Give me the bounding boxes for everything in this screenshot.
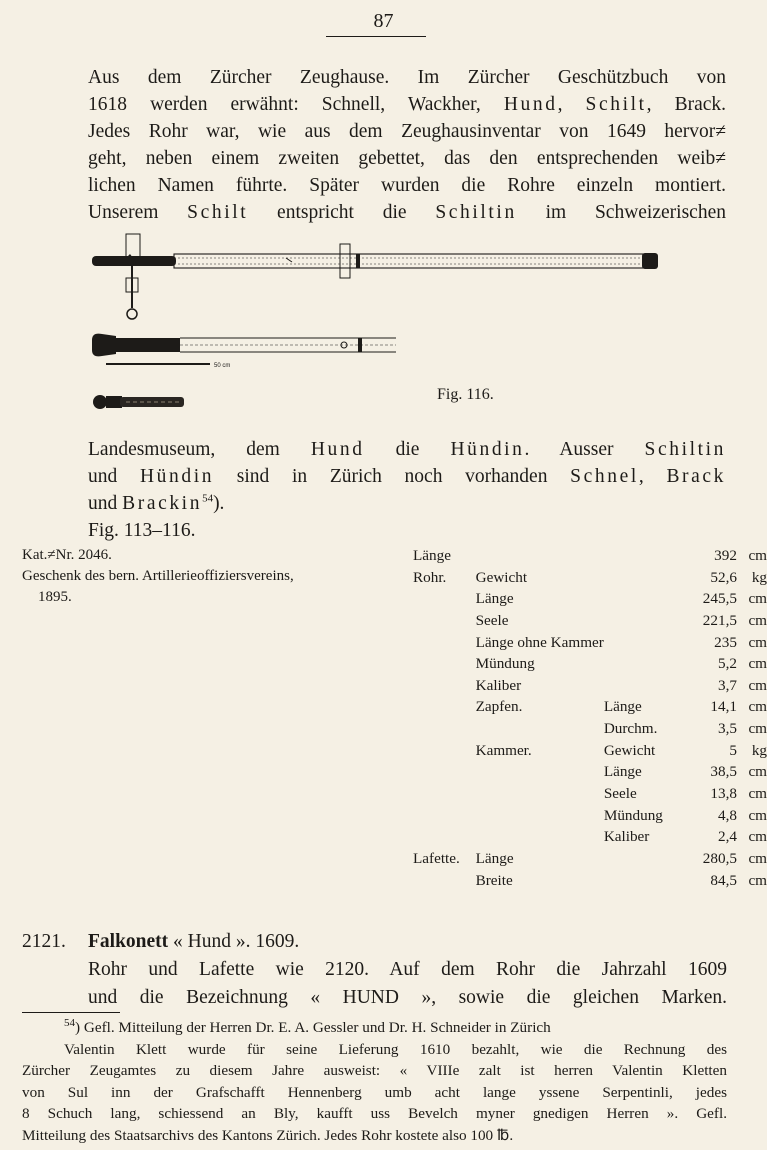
measurement-row xyxy=(413,675,767,697)
gun-name-hund: Hund xyxy=(310,439,365,460)
text-line: 1618 werden erwähnt: Schnell, Wackher, Hund, Schilt, Brack. xyxy=(88,94,726,115)
measurement-cell xyxy=(476,805,604,827)
measurement-cell xyxy=(413,588,476,610)
measurement-cell: Gewicht xyxy=(603,741,656,759)
measurement-cell xyxy=(604,588,675,610)
measurement-cell xyxy=(413,783,476,805)
gun-name-schilt: Schilt xyxy=(585,94,647,115)
gun-name-huendin: Hündin xyxy=(139,466,215,487)
measurement-cell xyxy=(413,805,476,827)
measurement-cell xyxy=(413,826,476,848)
footnote-line: 8 Schuch lang, schiessend an Bly, kaufft uss Bevelch myner gnedigen Herren ». Gefl. xyxy=(22,1105,727,1122)
scale-bar-label: 50 cm xyxy=(214,363,231,369)
text-line: und Brackin$^{54}$). xyxy=(88,492,225,514)
measurement-cell: Breite xyxy=(475,871,513,889)
measurement-cell xyxy=(476,545,604,567)
measurement-cell: 221,5 xyxy=(702,611,737,629)
donor-year: 1895. xyxy=(38,589,72,605)
cannon-barrel-view xyxy=(93,395,184,409)
measurement-cell xyxy=(604,545,675,567)
measurement-cell: 392 xyxy=(714,547,737,564)
gun-name-schnel: Schnel xyxy=(570,466,639,487)
text-line: Rohr und Lafette wie 2120. Auf dem Rohr die Jahrzahl 1609 xyxy=(88,959,727,980)
measurement-cell: Länge xyxy=(475,590,514,608)
measurement-cell: Länge ohne Kammer xyxy=(475,633,604,651)
gun-name-schiltin: Schiltin xyxy=(644,439,726,460)
figure-reference: Fig. 113–116. xyxy=(88,520,196,541)
measurement-cell xyxy=(476,761,604,783)
measurement-cell: Durchm. xyxy=(603,720,658,738)
footnote-line: von Sul inn der Grafschafft Hennenberg umb acht lange yssene Serpentinli, jedes xyxy=(22,1083,727,1101)
measurement-cell: Länge xyxy=(603,698,642,716)
measurement-cell: cm xyxy=(748,698,767,716)
entry-subtitle: « Hund ». 1609. xyxy=(168,931,300,952)
measurement-cell: cm xyxy=(748,763,767,781)
measurement-cell: Kaliber xyxy=(603,828,650,846)
page-number-rule xyxy=(326,36,426,37)
measurement-cell: Mündung xyxy=(603,806,663,824)
footnote-line: Zürcher Zeugamtes zu diesem Jahre ausweist: « VIIIe zalt ist herren Valentin Kletten xyxy=(22,1062,727,1079)
figure-caption: Fig. 116. xyxy=(437,386,494,403)
measurement-row xyxy=(413,870,767,892)
measurement-row xyxy=(413,567,767,589)
catalog-info xyxy=(22,545,402,608)
measurement-cell: kg xyxy=(751,568,767,586)
measurement-row xyxy=(413,610,767,632)
measurement-cell xyxy=(604,675,675,697)
measurement-cell: Länge xyxy=(603,763,642,781)
measurement-row xyxy=(413,740,767,762)
measurement-cell: cm xyxy=(748,720,767,738)
footnote-line: $^{54}$) Gefl. Mitteilung der Herren Dr. E. A. Gessler und Dr. H. Schneider in Zürich xyxy=(64,1016,551,1036)
measurement-cell: 2,4 xyxy=(717,828,737,846)
measurement-cell: cm xyxy=(748,828,767,846)
footnote-line: Valentin Klett wurde für seine Lieferung 1610 bezahlt, wie die Rechnung des xyxy=(64,1040,727,1058)
measurement-cell: 4,8 xyxy=(717,806,737,824)
text-line: Jedes Rohr war, wie aus dem Zeughausinventar von 1649 hervor≠ xyxy=(88,121,726,142)
measurement-cell: 245,5 xyxy=(702,590,737,608)
measurement-cell: cm xyxy=(748,611,767,629)
measurement-cell xyxy=(413,718,476,740)
measurement-cell: 5 xyxy=(729,741,737,759)
measurement-cell xyxy=(604,567,675,589)
measurement-cell: cm xyxy=(748,655,767,673)
cannon-carriage-view xyxy=(92,334,396,369)
measurement-row xyxy=(413,718,767,740)
measurement-cell: cm xyxy=(748,633,767,651)
measurement-row xyxy=(413,588,767,610)
gun-name-schiltin: Schiltin xyxy=(435,202,517,223)
measurement-cell xyxy=(604,610,675,632)
measurement-cell: kg xyxy=(751,741,767,759)
page-number: 87 xyxy=(373,10,394,32)
footnote-ref: 54 xyxy=(202,492,214,505)
measurement-cell: 235 xyxy=(714,633,737,651)
entry-body xyxy=(22,956,727,1012)
measurement-cell xyxy=(413,870,476,892)
intro-paragraph xyxy=(88,64,726,226)
measurement-cell: 84,5 xyxy=(710,871,737,889)
measurement-cell: 3,7 xyxy=(717,676,737,694)
measurement-row xyxy=(413,761,767,783)
measurement-cell: 38,5 xyxy=(710,763,737,781)
measurement-cell xyxy=(413,740,476,762)
measurement-cell xyxy=(604,870,675,892)
gun-name-brackin: Brackin xyxy=(122,493,203,514)
entry-title: Falkonett xyxy=(88,931,169,952)
cannon-figure xyxy=(86,228,676,418)
measurement-cell: 3,5 xyxy=(717,720,737,738)
measurement-cell xyxy=(604,632,675,654)
measurement-cell xyxy=(604,848,675,870)
measurement-cell xyxy=(413,632,476,654)
measurement-row xyxy=(413,783,767,805)
measurement-cell: Kaliber xyxy=(475,676,522,694)
measurement-cell: cm xyxy=(748,547,767,564)
footnote-marker: 54 xyxy=(64,1016,75,1029)
measurement-cell xyxy=(413,653,476,675)
measurement-cell: Länge xyxy=(413,547,451,564)
catalog-entry-2121 xyxy=(22,928,727,1012)
measurement-cell xyxy=(476,826,604,848)
measurement-table xyxy=(413,545,767,891)
measurement-cell: 13,8 xyxy=(710,785,737,803)
measurement-row xyxy=(413,653,767,675)
measurement-cell xyxy=(604,653,675,675)
measurement-cell: Mündung xyxy=(475,655,535,673)
measurement-cell: Länge xyxy=(475,849,514,867)
measurement-cell: cm xyxy=(748,590,767,608)
measurement-cell xyxy=(476,718,604,740)
gun-name-brack: Brack xyxy=(666,466,727,487)
gun-name-hund: Hund xyxy=(503,94,558,115)
measurement-row xyxy=(413,805,767,827)
measurement-cell: cm xyxy=(748,806,767,824)
measurement-cell: 52,6 xyxy=(710,568,737,586)
measurement-cell: 14,1 xyxy=(710,698,737,716)
catalog-number: Kat.≠Nr. 2046. xyxy=(22,547,112,563)
measurement-row xyxy=(413,545,767,567)
entry-heading xyxy=(22,928,727,956)
measurement-cell: cm xyxy=(748,785,767,803)
footnote-54 xyxy=(22,1017,727,1146)
measurement-cell: Kammer. xyxy=(475,741,532,759)
measurement-cell xyxy=(413,610,476,632)
gun-name-schilt: Schilt xyxy=(187,202,249,223)
measurement-row xyxy=(413,696,767,718)
measurement-cell xyxy=(413,675,476,697)
footnote-line: Mitteilung des Staatsarchivs des Kantons Zürich. Jedes Rohr kostete also 100 ℔. xyxy=(22,1126,514,1144)
measurement-cell xyxy=(476,783,604,805)
measurement-cell: Seele xyxy=(603,785,637,803)
measurement-cell: cm xyxy=(748,849,767,867)
measurement-cell xyxy=(413,761,476,783)
measurement-cell: Zapfen. xyxy=(475,698,523,716)
measurement-row xyxy=(413,848,767,870)
measurement-cell: Lafette. xyxy=(413,849,460,867)
text-line: und Hündin sind in Zürich noch vorhanden Schnel, Brack xyxy=(88,466,727,487)
measurement-cell: cm xyxy=(748,871,767,889)
text-line: Aus dem Zürcher Zeughause. Im Zürcher Geschützbuch von xyxy=(88,67,726,88)
measurement-cell: Gewicht xyxy=(475,568,528,586)
text-line: und die Bezeichnung « HUND », sowie die gleichen Marken. xyxy=(88,987,727,1008)
measurement-row xyxy=(413,826,767,848)
text-line: Unserem Schilt entspricht die Schiltin im Schweizerischen xyxy=(88,202,726,223)
measurement-cell: 280,5 xyxy=(702,849,737,867)
measurement-cell: 5,2 xyxy=(717,655,737,673)
donor-line: Geschenk des bern. Artillerieoffiziersvereins, xyxy=(22,568,294,584)
measurement-cell: cm xyxy=(748,676,767,694)
footnote-rule xyxy=(22,1012,120,1013)
continuation-paragraph xyxy=(88,436,726,544)
cannon-side-view xyxy=(92,234,658,319)
text-line: geht, neben einem zweiten gebettet, das den entsprechenden weib≠ xyxy=(88,148,726,169)
measurement-cell xyxy=(413,696,476,718)
text-line: Landesmuseum, dem Hund die Hündin. Ausser Schiltin xyxy=(88,439,726,460)
measurement-row xyxy=(413,632,767,654)
gun-name-huendin: Hündin xyxy=(450,439,525,460)
entry-number: 2121. xyxy=(22,931,66,952)
measurement-cell: Seele xyxy=(475,611,509,629)
text-line: lichen Namen führte. Später wurden die Rohre einzeln montiert. xyxy=(88,175,726,196)
measurement-cell: Rohr. xyxy=(413,568,447,586)
